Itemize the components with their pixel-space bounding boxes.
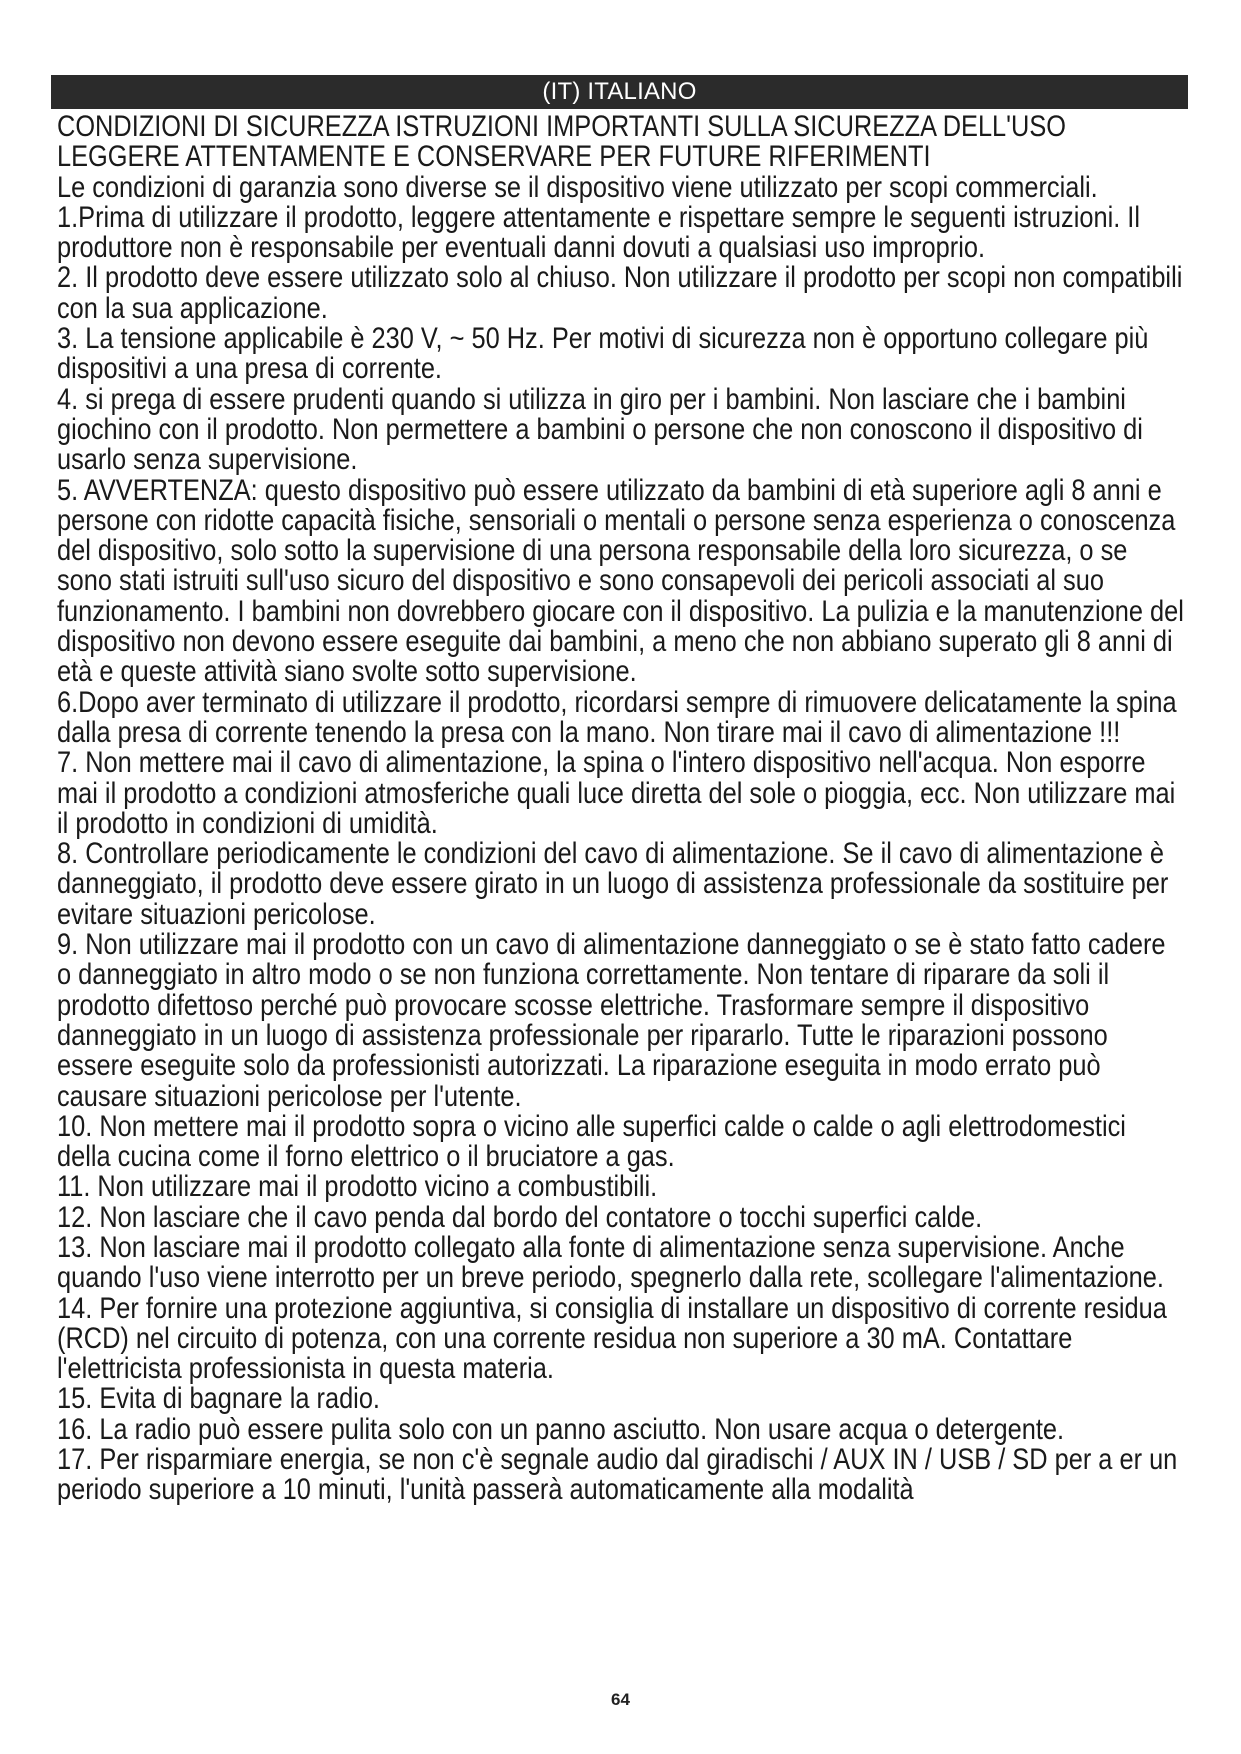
instruction-item: 7. Non mettere mai il cavo di alimentazione, la spina o l'intero dispositivo nell'acqua. Non esporre mai il prodotto a condizioni atmosferiche quali luce diretta del sole o pioggia, ecc. Non utilizzare mai il prodotto in condizioni di umidità. bbox=[57, 746, 1176, 840]
instruction-item: 4. si prega di essere prudenti quando si utilizza in giro per i bambini. Non lasciare che i bambini giochino con il prodotto. Non permettere a bambini o persone che non conoscono il dispositivo di usarlo senza supervisione. bbox=[57, 382, 1143, 477]
language-header-bar bbox=[51, 75, 1188, 109]
instruction-item: 3. La tensione applicabile è 230 V, ~ 50 Hz. Per motivi di sicurezza non è opportuno collegare più dispositivi a una presa di corrente. bbox=[57, 322, 1149, 386]
instruction-item: 1.Prima di utilizzare il prodotto, leggere attentamente e rispettare sempre le seguenti istruzioni. Il produttore non è responsabile per eventuali danni dovuti a qualsiasi uso improprio. bbox=[57, 200, 1140, 265]
instruction-item: 8. Controllare periodicamente le condizioni del cavo di alimentazione. Se il cavo di alimentazione è danneggiato, il prodotto deve essere girato in un luogo di assistenza professionale da sostituire per evitare situazioni pericolose. bbox=[57, 837, 1169, 931]
instruction-item: 9. Non utilizzare mai il prodotto con un cavo di alimentazione danneggiato o se è stato fatto cadere o danneggiato in altro modo o se non funziona correttamente. Non tentare di riparare da soli il prodotto difettoso perché può provocare scosse elettriche. Trasformare sempre il dispositivo danneggiato in un luogo di assistenza professionale per ripararlo. Tutte le riparazioni possono essere eseguite solo da professionisti autorizzati. La riparazione eseguita in modo errato può causare situazioni pericolose per l'utente. bbox=[57, 928, 1166, 1113]
instruction-item: 10. Non mettere mai il prodotto sopra o vicino alle superfici calde o calde o agli elettrodomestici della cucina come il forno elettrico o il bruciatore a gas. bbox=[57, 1109, 1126, 1174]
instruction-item: 15. Evita di bagnare la radio. bbox=[57, 1382, 380, 1416]
instruction-item: 12. Non lasciare che il cavo penda dal bordo del contatore o tocchi superfici calde. bbox=[57, 1200, 983, 1234]
instruction-item: 5. AVVERTENZA: questo dispositivo può essere utilizzato da bambini di età superiore agli 8 anni e persone con ridotte capacità fisiche, sensoriali o mentali o persone senza esperienza o conoscenza del dispositivo, solo sotto la supervisione di una persona responsabile della loro sicurezza, o se sono stati istruiti sull'uso sicuro del dispositivo e sono consapevoli dei pericoli associati al suo funzionamento. I bambini non dovrebbero giocare con il dispositivo. La pulizia e la manutenzione del dispositivo non devono essere eseguite dai bambini, a meno che non abbiano superato gli 8 anni di età e queste attività siano svolte sotto supervisione. bbox=[57, 473, 1184, 689]
page-number: 64 bbox=[611, 1690, 630, 1709]
instruction-item: 6.Dopo aver terminato di utilizzare il prodotto, ricordarsi sempre di rimuovere delicatamente la spina dalla presa di corrente tenendo la presa con la mano. Non tirare mai il cavo di alimentazione !!! bbox=[57, 685, 1177, 749]
section-title-line-1: CONDIZIONI DI SICUREZZA ISTRUZIONI IMPORTANTI SULLA SICUREZZA DELL'USO bbox=[57, 110, 1066, 143]
instruction-item: 11. Non utilizzare mai il prodotto vicino a combustibili. bbox=[57, 1170, 658, 1204]
instruction-item: 16. La radio può essere pulita solo con un panno asciutto. Non usare acqua o detergente. bbox=[57, 1412, 1065, 1446]
section-title-line-2: LEGGERE ATTENTAMENTE E CONSERVARE PER FUTURE RIFERIMENTI bbox=[57, 140, 931, 174]
instruction-item: 14. Per fornire una protezione aggiuntiva, si consiglia di installare un dispositivo di corrente residua (RCD) nel circuito di potenza, con una corrente residua non superiore a 30 mA. Contattare l'elettricista professionista in questa materia. bbox=[57, 1291, 1167, 1386]
intro-paragraph: Le condizioni di garanzia sono diverse se il dispositivo viene utilizzato per scopi commerciali. bbox=[57, 170, 1098, 204]
instruction-item: 17. Per risparmiare energia, se non c'è segnale audio dal giradischi / AUX IN / USB / SD per a er un periodo superiore a 10 minuti, l'unità passerà automaticamente alla modalità bbox=[57, 1443, 1178, 1507]
instruction-item: 13. Non lasciare mai il prodotto collegato alla fonte di alimentazione senza supervisione. Anche quando l'uso viene interrotto per un breve periodo, spegnerlo dalla rete, scollegare l'alimentazione. bbox=[57, 1230, 1164, 1295]
instruction-item: 2. Il prodotto deve essere utilizzato solo al chiuso. Non utilizzare il prodotto per scopi non compatibili con la sua applicazione. bbox=[57, 261, 1183, 325]
language-label: (IT) ITALIANO bbox=[542, 78, 697, 105]
safety-instructions bbox=[57, 112, 1186, 1506]
